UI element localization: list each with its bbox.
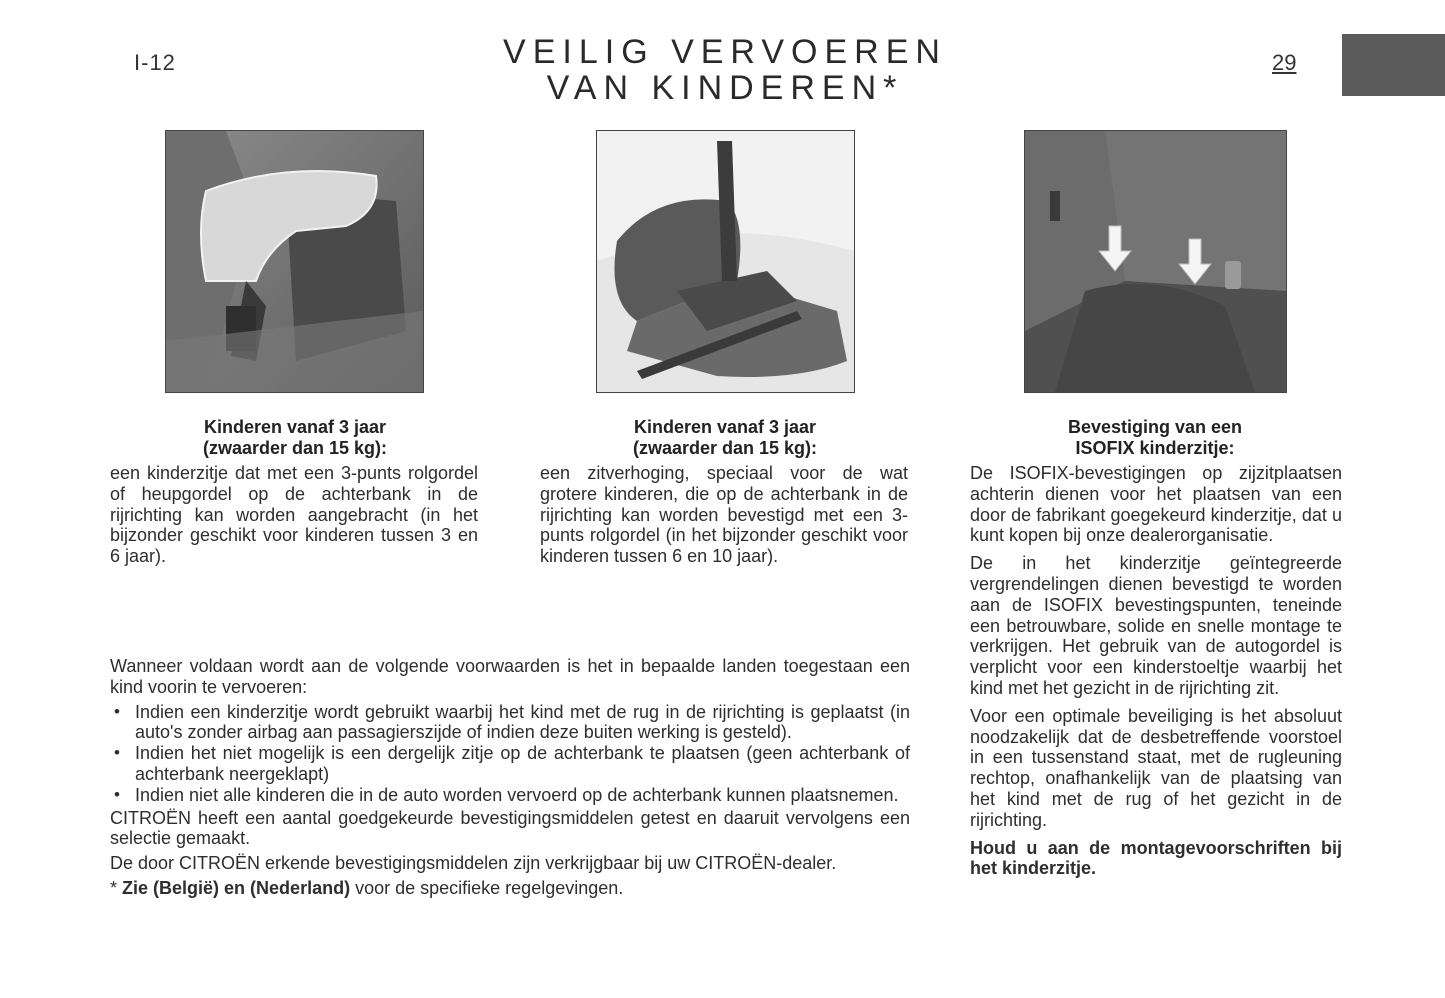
footnote-text: voor de specifieke regelgevingen. [355, 877, 624, 898]
list-item-text: Indien het niet mogelijk is een dergelijk zitje op de achterbank te plaatsen (geen achterbank of achterbank neergeklapt) [135, 743, 910, 784]
caption-booster-seat [540, 417, 910, 459]
paragraph: Voor een optimale beveiliging is het absoluut noodzakelijk dat de desbetreffende voorstoel in een tussenstand staat, met de rugleuning rechtop, onafhankelijk van de plaatsing van het kind met de rug of het gezicht in de rijrichting. [970, 705, 1342, 830]
page-title-line-2: VAN KINDEREN* [546, 69, 904, 107]
paragraph: een zitverhoging, speciaal voor de wat grotere kinderen, die op de achterbank in de rijrichting kan worden bevestigd met een 3-punts rolgordel (in het bijzonder geschikt voor kinderen tussen 6 en 10 jaar). [540, 463, 908, 567]
booster-seat-description [540, 463, 908, 574]
caption-line: ISOFIX kinderzitje: [1075, 438, 1235, 458]
paragraph: De in het kinderzitje geïntegreerde vergrendelingen dienen bevestigd te worden aan de ISOFIX bevestingspunten, teneinde een betrouwbare, solide en snelle montage te verkrijgen. Het gebruik van de autogordel is verplicht voor een kinderstoeltje waarbij het kind met het gezicht in de rijrichting zit. [970, 553, 1342, 698]
footnote-star: * [110, 877, 118, 898]
chapter-tab [1342, 34, 1445, 96]
caption-line: Kinderen vanaf 3 jaar [203, 417, 387, 437]
caption-line: (zwaarder dan 15 kg): [202, 438, 388, 458]
conditions-intro: Wanneer voldaan wordt aan de volgende voorwaarden is het in bepaalde landen toegestaan een kind voorin te vervoeren: [110, 656, 910, 697]
mounting-instructions-note: Houd u aan de montagevoorschriften bij het kinderzitje. [970, 837, 1342, 879]
photo-child-seat-belt [165, 130, 424, 393]
list-item-text: Indien niet alle kinderen die in de auto worden vervoerd op de achterbank kunnen plaatsnemen. [135, 784, 899, 805]
front-seat-conditions [110, 656, 910, 903]
conditions-list [110, 702, 910, 806]
child-seat-description [110, 463, 478, 574]
paragraph: De ISOFIX-bevestigingen op zijzitplaatsen achterin dienen voor het plaatsen van een door de fabrikant goegekeurd kinderzitje, dat u kunt kopen bij onze dealerorganisatie. [970, 463, 1342, 546]
page-number: 29 [1272, 50, 1297, 75]
list-item [110, 785, 910, 806]
paragraph: CITROËN heeft een aantal goedgekeurde bevestigingsmiddelen getest en daaruit vervolgens een selectie gemaakt. [110, 807, 910, 849]
bullet-icon: • [114, 743, 120, 763]
isofix-description [970, 463, 1342, 886]
bullet-icon: • [114, 701, 120, 721]
list-item [110, 702, 910, 744]
caption-line: (zwaarder dan 15 kg): [632, 438, 818, 458]
paragraph: De door CITROËN erkende bevestigingsmiddelen zijn verkrijgbaar bij uw CITROËN-dealer. [110, 853, 837, 874]
list-item [110, 743, 910, 785]
page-title-line-1: VEILIG VERVOEREN [503, 33, 947, 71]
caption-line: Kinderen vanaf 3 jaar [633, 417, 817, 437]
list-item-text: Indien een kinderzitje wordt gebruikt waarbij het kind met de rug in de rijrichting is geplaatst (in auto's zonder airbag aan passagierszijde of indien deze buiten werking is gesteld). [135, 701, 910, 743]
footnote-countries: Zie (België) en (Nederland) [122, 877, 351, 898]
caption-line: Bevestiging van een [1067, 417, 1243, 437]
photo-booster-seat [596, 130, 855, 393]
page-title [420, 34, 1030, 106]
bullet-icon: • [114, 784, 120, 804]
photo-isofix-anchors [1024, 130, 1287, 393]
paragraph: een kinderzitje dat met een 3-punts rolgordel of heupgordel op de achterbank in de rijrichting kan worden aangebracht (in het bijzonder geschikt voor kinderen tussen 3 en 6 jaar). [110, 463, 478, 567]
caption-child-seat [110, 417, 480, 459]
footnote [110, 878, 910, 899]
section-code: I-12 [134, 50, 176, 75]
caption-isofix [970, 417, 1340, 459]
